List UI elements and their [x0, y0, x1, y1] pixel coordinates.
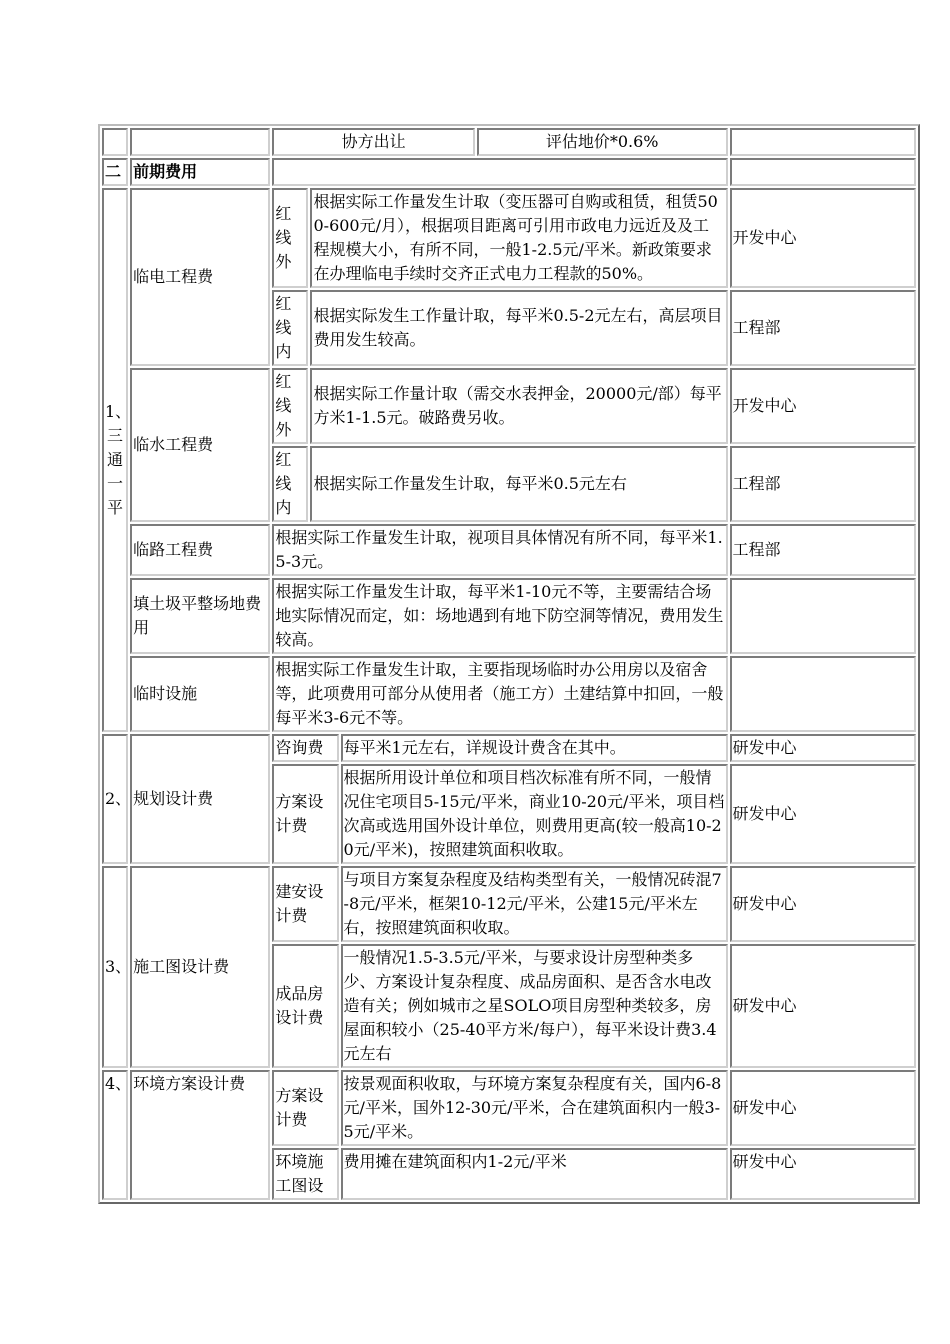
department: 工程部 [730, 524, 917, 576]
department: 研发中心 [730, 944, 917, 1068]
item-description: 根据实际工作量发生计取，每平米1-10元不等，主要需结合场地实际情况而定，如：场地遇到有地下防空洞等情况，费用发生较高。 [272, 578, 727, 654]
sub-item: 建安设计费 [272, 866, 338, 942]
department [730, 656, 917, 732]
item-name: 规划设计费 [130, 734, 270, 864]
table-cell: 协方出让 [272, 128, 474, 156]
department: 研发中心 [730, 1070, 917, 1146]
item-name: 临水工程费 [130, 368, 270, 522]
item-description: 与项目方案复杂程度及结构类型有关，一般情况砖混7-8元/平米，框架10-12元/平米，公建15元/平米左右，按照建筑面积收取。 [341, 866, 728, 942]
vertical-char: 平 [107, 498, 124, 517]
department: 研发中心 [730, 734, 917, 762]
item-name: 环境方案设计费 [130, 1070, 270, 1200]
item-name: 临路工程费 [130, 524, 270, 576]
item-description: 根据实际工作量发生计取，视项目具体情况有所不同，每平米1.5-3元。 [272, 524, 727, 576]
item-name: 填土圾平整场地费用 [130, 578, 270, 654]
table-row [102, 128, 916, 156]
department: 开发中心 [730, 188, 917, 288]
document-page [98, 124, 920, 1204]
item-description: 根据所用设计单位和项目档次标准有所不同，一般情况住宅项目5-15元/平米，商业10-20元/平米，项目档次高或选用国外设计单位，则费用更高(较一般高10-20元/平米)，按照建筑面积收取。 [341, 764, 728, 864]
department: 研发中心 [730, 866, 917, 942]
item-name: 临电工程费 [130, 188, 270, 366]
department: 工程部 [730, 446, 917, 522]
group-number: 3、 [102, 866, 128, 1068]
sub-item: 红线内 [272, 290, 308, 366]
item-description: 一般情况1.5-3.5元/平米，与要求设计房型种类多少、方案设计复杂程度、成品房面积、是否含水电改造有关；例如城市之星SOLO项目房型种类较多，房屋面积较小（25-40平方米/每户），每平米设计费3.4元左右 [341, 944, 728, 1068]
item-name: 临时设施 [130, 656, 270, 732]
item-name: 施工图设计费 [130, 866, 270, 1068]
item-description: 根据实际工作量计取（需交水表押金，20000元/部）每平方米1-1.5元。破路费另收。 [310, 368, 727, 444]
table-row [102, 578, 916, 654]
sub-item: 方案设计费 [272, 1070, 338, 1146]
table-row [102, 866, 916, 942]
table-cell [130, 128, 270, 156]
item-description: 根据实际工作量发生计取，每平米0.5元左右 [310, 446, 727, 522]
table-row [102, 524, 916, 576]
table-cell [272, 158, 727, 186]
sub-item: 方案设计费 [272, 764, 338, 864]
table-cell [102, 128, 128, 156]
table-row [102, 656, 916, 732]
department: 研发中心 [730, 1148, 917, 1200]
table-cell: 评估地价*0.6% [477, 128, 728, 156]
sub-item: 环境施工图设 [272, 1148, 338, 1200]
group-number: 1、 [105, 402, 132, 421]
sub-item: 红线外 [272, 368, 308, 444]
table-row [102, 188, 916, 288]
item-description: 根据实际发生工作量计取，每平米0.5-2元左右，高层项目费用发生较高。 [310, 290, 727, 366]
department: 研发中心 [730, 764, 917, 864]
department [730, 578, 917, 654]
sub-item: 成品房设计费 [272, 944, 338, 1068]
table-row [102, 368, 916, 444]
table-cell [730, 158, 917, 186]
item-description: 根据实际工作量发生计取（变压器可自购或租赁，租赁500-600元/月），根据项目距离可引用市政电力远近及及工程规模大小，有所不同，一般1-2.5元/平米。新政策要求在办理临电手续时交齐正式电力工程款的50%。 [310, 188, 727, 288]
section-number: 二 [102, 158, 128, 186]
department: 开发中心 [730, 368, 917, 444]
department: 工程部 [730, 290, 917, 366]
item-description: 每平米1元左右，详规设计费含在其中。 [341, 734, 728, 762]
table-row [102, 734, 916, 762]
section-row [102, 158, 916, 186]
table-row [102, 1070, 916, 1146]
sub-item: 咨询费 [272, 734, 338, 762]
group-number-cell [102, 188, 132, 732]
cost-table [98, 124, 920, 1204]
group-number: 4、 [102, 1070, 128, 1200]
item-description: 根据实际工作量发生计取，主要指现场临时办公用房以及宿舍等，此项费用可部分从使用者（施工方）土建结算中扣回，一般每平米3-6元不等。 [272, 656, 727, 732]
vertical-char: 一 [107, 474, 124, 493]
table-cell [730, 128, 917, 156]
item-description: 按景观面积收取，与环境方案复杂程度有关，国内6-8元/平米，国外12-30元/平米，合在建筑面积内一般3-5元/平米。 [341, 1070, 728, 1146]
vertical-char: 通 [107, 450, 124, 469]
vertical-char: 三 [107, 426, 124, 445]
item-description: 费用摊在建筑面积内1-2元/平米 [341, 1148, 728, 1200]
sub-item: 红线外 [272, 188, 308, 288]
section-title: 前期费用 [130, 158, 270, 186]
group-number: 2、 [102, 734, 128, 864]
sub-item: 红线内 [272, 446, 308, 522]
